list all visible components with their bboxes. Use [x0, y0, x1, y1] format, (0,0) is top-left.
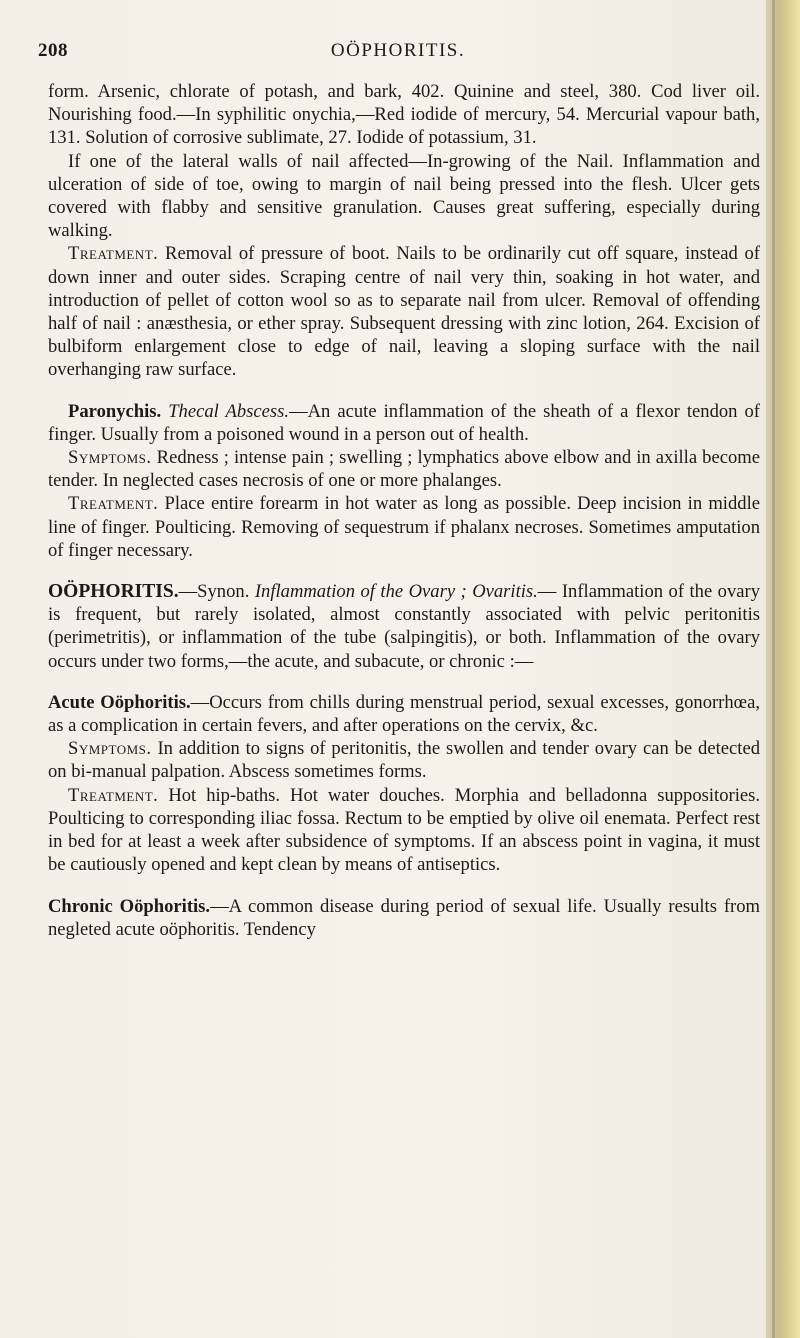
section-gap — [48, 877, 760, 895]
paragraph-text: — Inflammation of the ovary is frequent, but rarely isolated, almost constantly associated with pelvic peritonitis (perimetritis), or inflammation of the tube (salpingitis), or both. Inflammation of the ovary occurs under two forms,—the acute, and subacute, or chronic :— — [48, 581, 761, 672]
paragraph-text: —An acute inflammation of the sheath of a flexor tendon of finger. Usually from a poisoned wound in a person out of health. — [48, 400, 760, 445]
paragraph-chronic-oophoritis — [48, 895, 760, 941]
paragraph-text: —Occurs from chills during menstrual period, sexual excesses, gonorrhœa, as a complication in certain fevers, and after operations on the cervix, &c. — [48, 691, 760, 737]
page-header — [38, 40, 758, 64]
entry-heading-chronic: Chronic Oöphoritis. — [48, 895, 211, 917]
paragraph-ingrowing-nail — [48, 150, 760, 243]
page-body — [48, 80, 760, 941]
paragraph-paronychis — [48, 400, 760, 446]
paragraph-text: If one of the lateral walls of nail affected—In-growing of the Nail. Inflammation and ulceration of side of toe, owing to margin of nail being pressed into the flesh. Ulcer gets covered with flabby and sensitive granulation. Causes great suffering, especially during walking. — [48, 150, 760, 242]
paragraph-treatment-acute — [48, 784, 760, 877]
paragraph-treatment-nail — [48, 242, 760, 381]
paragraph-symptoms-paronychis — [48, 446, 760, 492]
paragraph-text: In addition to signs of peritonitis, the swollen and tender ovary can be detected on bi-manual palpation. Abscess sometimes forms. — [48, 738, 760, 783]
paragraph-acute-oophoritis — [48, 691, 760, 737]
synonym-label: —Synon. — [178, 581, 255, 603]
entry-heading-acute: Acute Oöphoritis. — [48, 691, 191, 713]
paragraph-text: —A common disease during period of sexual life. Usually results from negleted acute oöphoritis. Tendency — [48, 895, 760, 940]
section-gap — [48, 382, 760, 400]
synonym-italic: Thecal Abscess. — [161, 400, 290, 422]
treatment-label: Treatment. — [68, 493, 159, 515]
book-edge-decoration — [766, 0, 800, 1338]
paragraph-treatment-paronychis — [48, 492, 760, 562]
page-number: 208 — [38, 40, 68, 61]
treatment-label: Treatment. — [68, 784, 159, 806]
paragraph-remedies — [48, 80, 760, 150]
paragraph-text: Removal of pressure of boot. Nails to be ordinarily cut off square, instead of down inner and outer sides. Scraping centre of nail very thin, soaking in hot water, and introduction of pellet of cotton wool so as to separate nail from ulcer. Removal of offending half of nail : anæsthesia, or ether spray. Subsequent dressing with zinc lotion, 264. Excision of bulbiform enlargement close to edge of nail, leaving a sloping surface with the nail overhanging raw surface. — [48, 243, 760, 381]
paragraph-symptoms-acute — [48, 737, 760, 783]
symptoms-label: Symptoms. — [68, 738, 152, 760]
paragraph-text: Place entire forearm in hot water as long as possible. Deep incision in middle line of finger. Poulticing. Removing of sequestrum if phalanx necroses. Sometimes amputation of finger necessary. — [48, 493, 760, 561]
paragraph-oophoritis — [48, 580, 760, 673]
paragraph-text: Redness ; intense pain ; swelling ; lymphatics above elbow and in axilla become tender. In neglected cases necrosis of one or more phalanges. — [48, 447, 760, 492]
synonym-italic: Inflammation of the Ovary ; Ovaritis. — [254, 581, 538, 603]
running-head: OÖPHORITIS. — [330, 40, 466, 61]
section-gap — [48, 673, 760, 691]
paragraph-text: form. Arsenic, chlorate of potash, and bark, 402. Quinine and steel, 380. Cod liver oil. Nourishing food.—In syphilitic onychia,—Red iodide of mercury, 54. Mercurial vapour bath, 131. Solution of corrosive sublimate, 27. Iodide of potassium, 31. — [48, 81, 760, 149]
paragraph-text: Hot hip-baths. Hot water douches. Morphia and belladonna suppositories. Poulticing to corresponding iliac fossa. Rectum to be emptied by olive oil enemata. Perfect rest in bed for at least a week after subsidence of symptoms. If an abscess point in vagina, it must be cautiously opened and kept clean by means of antiseptics. — [48, 784, 760, 876]
treatment-label: Treatment. — [68, 243, 159, 265]
entry-heading-oophoritis: OÖPHORITIS. — [48, 581, 179, 603]
section-gap — [48, 562, 760, 580]
entry-heading-paronychis: Paronychis. — [68, 400, 162, 422]
symptoms-label: Symptoms. — [68, 447, 152, 469]
